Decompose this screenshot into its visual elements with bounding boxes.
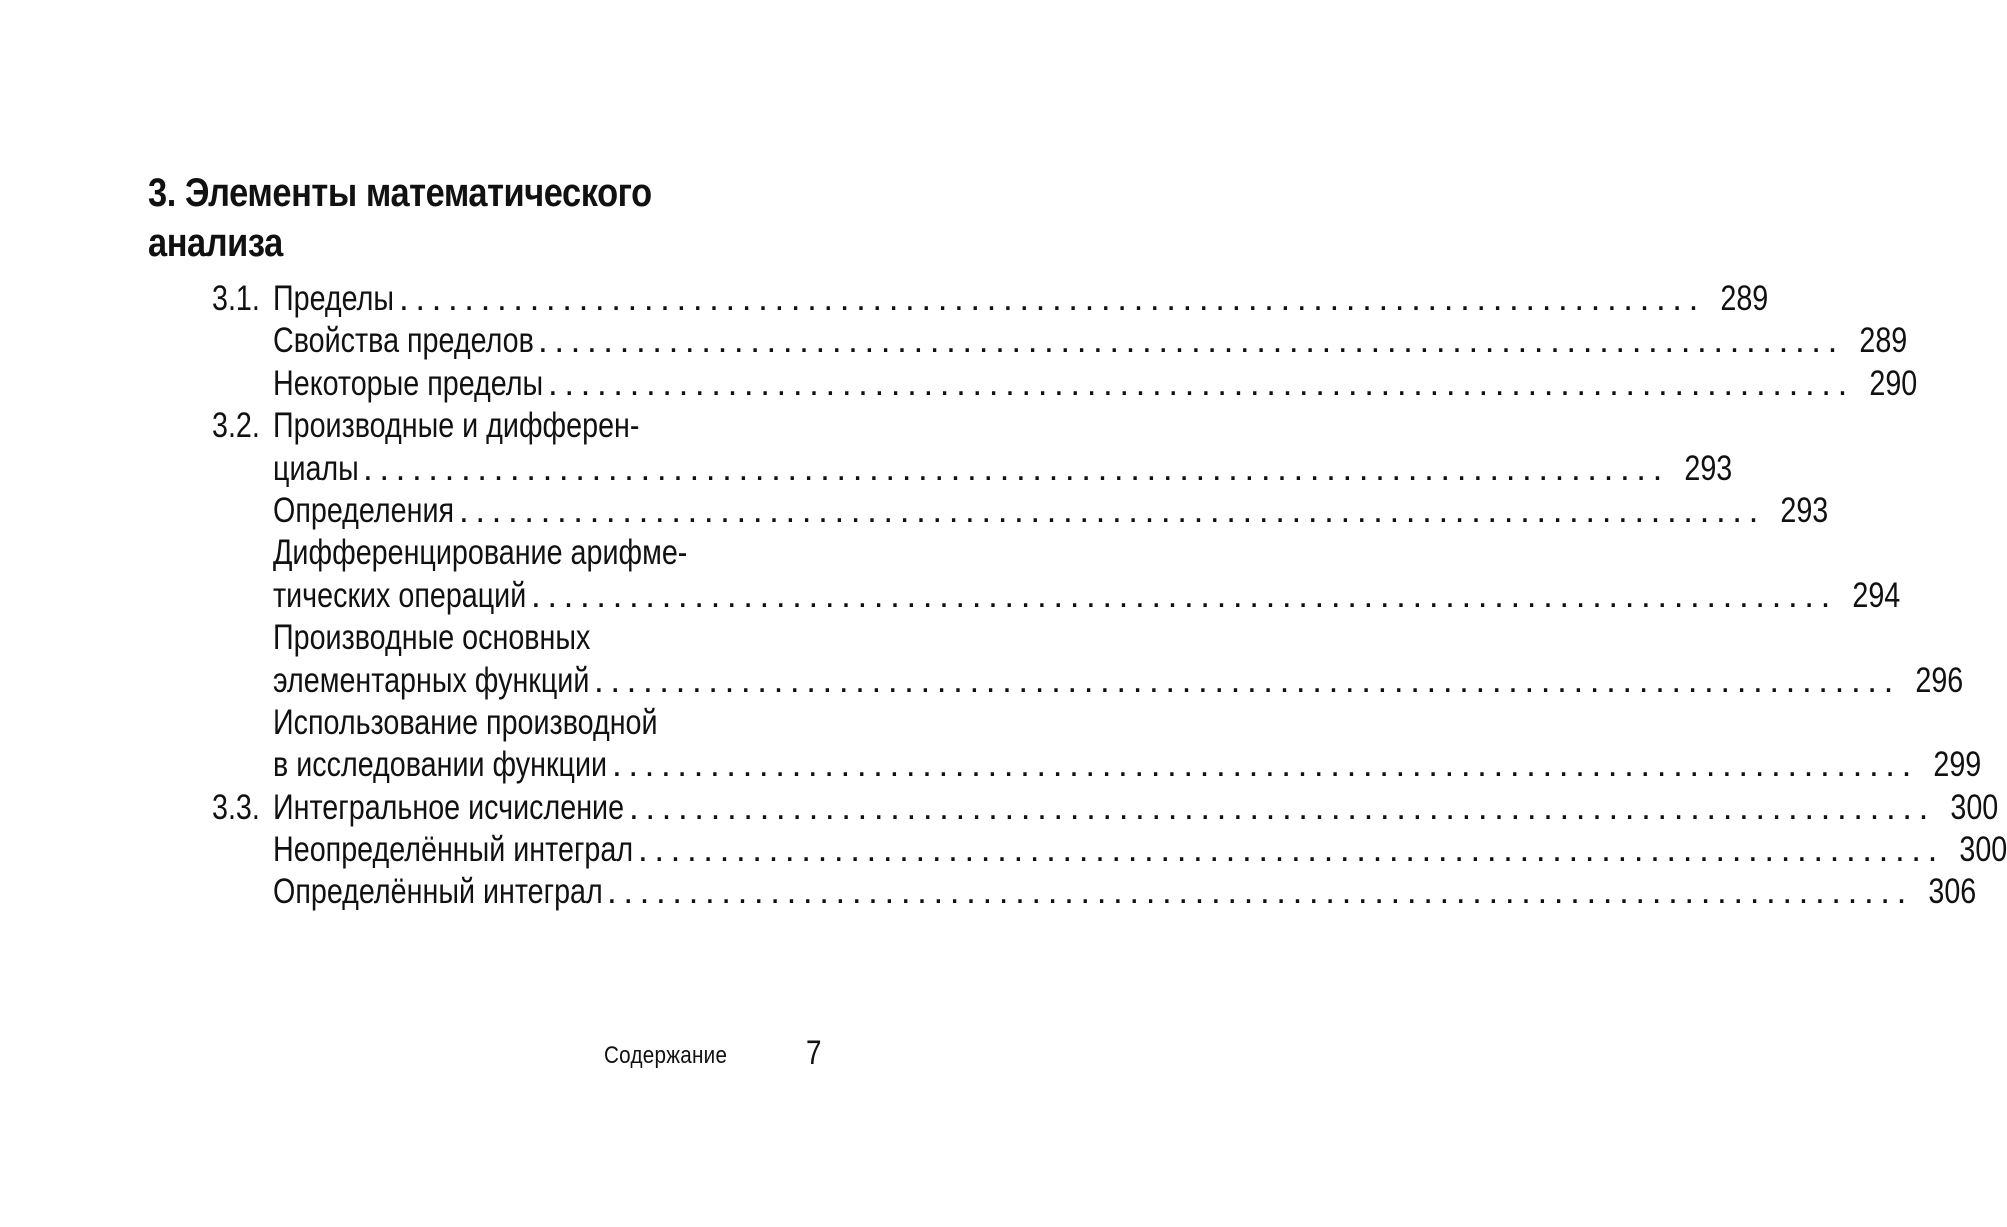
toc-entry [212,320,1908,362]
toc-entry-page: 306 [1928,872,1977,912]
toc-entry-label: циалы [273,448,359,488]
toc-entry-label: Свойства пределов [273,321,534,361]
table-of-contents [212,278,2007,914]
page-number: 7 [806,1034,822,1072]
toc-entry [212,829,2007,871]
toc-entry [212,363,1918,405]
toc-entry-label: Пределы [273,279,395,318]
toc-entry [212,871,1977,913]
toc-leader-dots: ................................................................................ [531,575,1837,615]
toc-entry-label: Производные и дифферен- [273,406,640,446]
toc-entry [212,532,820,574]
toc-entry-page: 293 [1780,490,1829,530]
toc-entry-page: 290 [1869,363,1918,403]
toc-leader-dots: ................................................................................ [607,872,1913,912]
toc-entry-number: 3.1. [212,279,260,318]
toc-entry [212,702,820,744]
toc-entry-page: 289 [1859,321,1908,361]
toc-entry-label: Определённый интеграл [273,872,603,912]
toc-leader-dots: ................................................................................ [548,363,1854,403]
toc-entry [212,278,1769,320]
toc-entry-label: в исследовании функции [273,745,608,785]
toc-entry-page: 294 [1852,575,1901,615]
toc-entry-page: 299 [1933,745,1982,785]
toc-entry-number: 3.2. [212,406,260,446]
toc-entry-page: 300 [1950,787,1999,827]
toc-leader-dots: ................................................................................ [629,787,1935,827]
toc-entry-label: Дифференцирование арифме- [273,533,688,573]
toc-entry-label: Производные основных [273,618,591,658]
toc-entry-number: 3.3. [212,787,260,827]
toc-entry-page: 296 [1915,660,1964,700]
toc-entry [212,448,1733,490]
toc-entry-label: Неопределённый интеграл [273,830,634,870]
toc-entry [212,787,1999,829]
toc-entry [212,617,820,659]
toc-entry [212,405,820,447]
toc-entry-page: 300 [1959,830,2007,870]
toc-leader-dots: ................................................................................ [612,745,1918,785]
toc-entry-page: 293 [1684,448,1733,488]
toc-entry-label: Интегральное исчисление [273,787,625,827]
toc-leader-dots: ................................................................................ [538,321,1844,361]
toc-leader-dots: ................................................................................ [459,490,1765,530]
running-footer-section: Содержание [604,1042,728,1069]
toc-leader-dots: ................................................................................ [594,660,1900,700]
toc-leader-dots: ................................................................................ [399,279,1705,318]
toc-entry-label: Использование производной [273,702,658,742]
toc-entry-label: элементарных функций [273,660,590,700]
toc-entry-label: Определения [273,490,455,530]
chapter-title-line-1: 3. Элементы математического [148,171,652,215]
toc-entry [212,490,1829,532]
toc-leader-dots: ................................................................................ [363,448,1669,488]
chapter-title [148,168,733,268]
toc-entry [212,744,1982,786]
toc-entry-label: Некоторые пределы [273,363,544,403]
toc-entry-label: тических операций [273,575,527,615]
chapter-title-line-2: анализа [148,221,283,265]
toc-entry [212,660,1964,702]
toc-entry-page: 289 [1720,279,1769,318]
toc-entry [212,575,1901,617]
toc-leader-dots: ................................................................................ [638,830,1944,870]
